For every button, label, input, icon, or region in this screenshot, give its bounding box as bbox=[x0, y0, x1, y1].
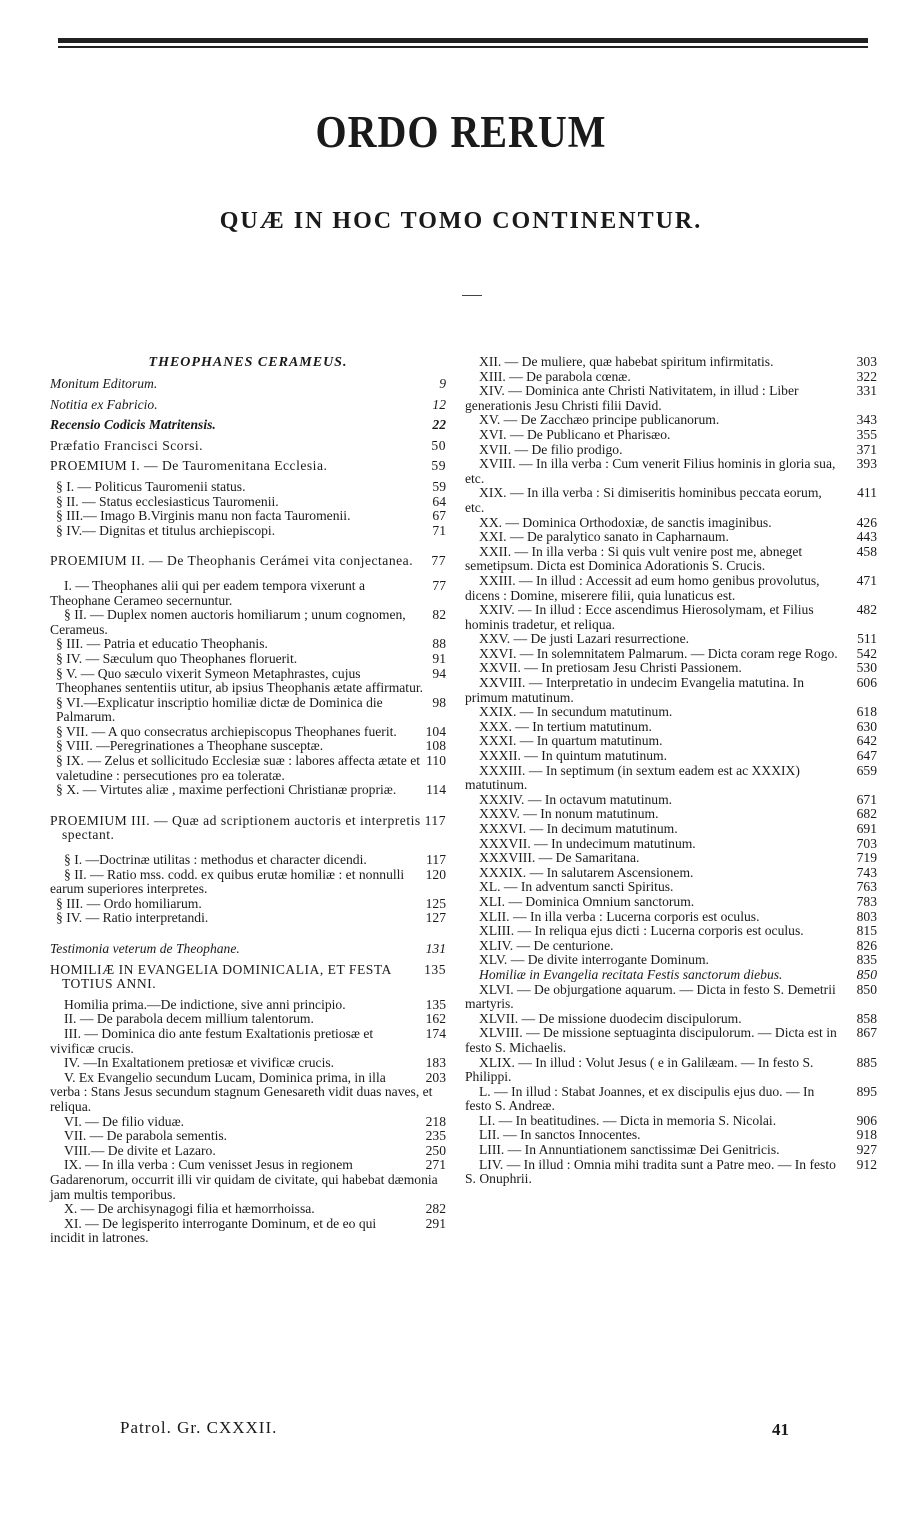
entry-page-number: 120 bbox=[425, 866, 446, 882]
right-entry bbox=[465, 720, 877, 735]
entry-text: XLVI. — De objurgatione aquarum. — Dicta in festo S. Demetrii martyris. bbox=[465, 981, 836, 1012]
right-entry bbox=[465, 1085, 877, 1114]
left-entry bbox=[50, 754, 446, 783]
right-entry bbox=[465, 895, 877, 910]
left-entry bbox=[50, 652, 446, 667]
left-entry bbox=[50, 608, 446, 637]
entry-text: IV. —In Exaltationem pretiosæ et vivificæ crucis. bbox=[64, 1055, 335, 1071]
entry-page-number: 108 bbox=[425, 738, 446, 754]
entry-page-number: 867 bbox=[856, 1025, 877, 1041]
entry-text: XLVII. — De missione duodecim discipulorum. bbox=[479, 1010, 742, 1026]
right-entry bbox=[465, 574, 877, 603]
header-rule-thin bbox=[58, 46, 868, 48]
right-entry bbox=[465, 516, 877, 531]
entry-text: XI. — De legisperito interrogante Dominum, et de eo qui incidit in latrones. bbox=[50, 1215, 377, 1246]
left-entry bbox=[50, 1158, 446, 1202]
right-entry bbox=[465, 837, 877, 852]
entry-page-number: 482 bbox=[856, 602, 877, 618]
entry-text: XIX. — In illa verba : Si dimiseritis hominibus peccata eorum, etc. bbox=[465, 485, 822, 515]
left-entry bbox=[50, 554, 446, 569]
entry-text: § II. — Status ecclesiasticus Tauromenii. bbox=[56, 493, 279, 509]
entry-text: XLIX. — In illud : Volut Jesus ( e in Galilæam. — In festo S. Philippi. bbox=[465, 1054, 814, 1085]
entry-text: § X. — Virtutes aliæ , maxime perfectioni Christianæ propriæ. bbox=[56, 782, 397, 798]
left-entry bbox=[50, 942, 446, 957]
right-entry bbox=[465, 1012, 877, 1027]
entry-text: XX. — Dominica Orthodoxiæ, de sanctis imaginibus. bbox=[479, 514, 772, 530]
entry-page-number: 218 bbox=[425, 1113, 446, 1129]
right-entry bbox=[465, 807, 877, 822]
entry-page-number: 659 bbox=[856, 762, 877, 778]
entry-page-number: 71 bbox=[432, 522, 446, 538]
entry-text: XIII. — De parabola cœnæ. bbox=[479, 368, 631, 384]
entry-text: XXXVIII. — De Samaritana. bbox=[479, 850, 640, 866]
entry-page-number: 9 bbox=[439, 376, 446, 391]
entry-page-number: 135 bbox=[424, 961, 446, 977]
entry-page-number: 59 bbox=[432, 478, 446, 494]
entry-page-number: 606 bbox=[856, 675, 877, 691]
left-entry bbox=[50, 637, 446, 652]
entry-page-number: 719 bbox=[856, 850, 877, 866]
left-entry bbox=[50, 1202, 446, 1217]
entry-page-number: 98 bbox=[432, 694, 446, 710]
left-entry bbox=[50, 579, 446, 608]
entry-text: Homiliæ in Evangelia recitata Festis sanctorum diebus. bbox=[479, 966, 783, 982]
entry-text: XII. — De muliere, quæ habebat spiritum infirmitatis. bbox=[479, 354, 774, 369]
right-entry bbox=[465, 793, 877, 808]
right-entry bbox=[465, 661, 877, 676]
entry-text: Monitum Editorum. bbox=[50, 376, 158, 391]
entry-page-number: 125 bbox=[425, 895, 446, 911]
entry-text: XXXIX. — In salutarem Ascensionem. bbox=[479, 864, 694, 880]
left-entry bbox=[50, 1012, 446, 1027]
entry-text: § II. — Duplex nomen auctoris homiliarum ; unum cognomen, Cerameus. bbox=[50, 607, 406, 637]
right-entry bbox=[465, 880, 877, 895]
entry-text: XXXVII. — In undecimum matutinum. bbox=[479, 835, 696, 851]
left-entry bbox=[50, 783, 446, 798]
entry-page-number: 355 bbox=[856, 426, 877, 442]
entry-text: XL. — In adventum sancti Spiritus. bbox=[479, 879, 674, 895]
left-entry-list bbox=[50, 377, 446, 1246]
right-entry bbox=[465, 866, 877, 881]
entry-page-number: 426 bbox=[856, 514, 877, 530]
right-entry bbox=[465, 370, 877, 385]
entry-page-number: 835 bbox=[856, 952, 877, 968]
left-entry bbox=[50, 459, 446, 474]
entry-text: § II. — Ratio mss. codd. ex quibus erutæ homiliæ : et nonnulli earum superiores interpretes. bbox=[50, 866, 405, 897]
entry-text: § V. — Quo sæculo vixerit Symeon Metaphrastes, cujus Theophanes sententiis utitur, ab ipsius Theophanis ætate affirmatur. bbox=[56, 665, 424, 696]
left-entry bbox=[50, 1027, 446, 1056]
entry-page-number: 183 bbox=[425, 1055, 446, 1071]
entry-page-number: 682 bbox=[856, 806, 877, 822]
entry-text: XLI. — Dominica Omnium sanctorum. bbox=[479, 893, 695, 909]
entry-text: XXXIV. — In octavum matutinum. bbox=[479, 791, 673, 807]
entry-page-number: 114 bbox=[426, 782, 446, 798]
entry-text: XXXVI. — In decimum matutinum. bbox=[479, 821, 678, 836]
entry-page-number: 906 bbox=[856, 1112, 877, 1128]
right-entry bbox=[465, 355, 877, 370]
right-entry bbox=[465, 384, 877, 413]
entry-page-number: 64 bbox=[432, 493, 446, 509]
entry-page-number: 250 bbox=[425, 1142, 446, 1158]
entry-text: XXXV. — In nonum matutinum. bbox=[479, 806, 659, 822]
left-entry bbox=[50, 696, 446, 725]
entry-page-number: 110 bbox=[426, 753, 446, 769]
left-entry bbox=[50, 1129, 446, 1144]
entry-page-number: 647 bbox=[856, 748, 877, 764]
entry-text: HOMILIÆ IN EVANGELIA DOMINICALIA, ET FESTA TOTIUS ANNI. bbox=[50, 961, 392, 992]
right-entry bbox=[465, 1158, 877, 1187]
footer-volume: Patrol. Gr. CXXXII. bbox=[120, 1418, 278, 1437]
entry-page-number: 471 bbox=[856, 572, 877, 588]
entry-page-number: 131 bbox=[425, 941, 446, 956]
entry-text: XXX. — In tertium matutinum. bbox=[479, 718, 652, 734]
left-entry bbox=[50, 509, 446, 524]
entry-page-number: 117 bbox=[424, 812, 446, 828]
left-entry bbox=[50, 439, 446, 454]
entry-text: XIV. — Dominica ante Christi Nativitatem, in illud : Liber generationis Jesu Christi filii David. bbox=[465, 383, 799, 413]
left-entry bbox=[50, 725, 446, 740]
right-entry bbox=[465, 530, 877, 545]
entry-text: Notitia ex Fabricio. bbox=[50, 396, 158, 412]
right-entry bbox=[465, 486, 877, 515]
left-entry bbox=[50, 524, 446, 539]
entry-text: § IV.— Dignitas et titulus archiepiscopi. bbox=[56, 522, 276, 538]
entry-page-number: 895 bbox=[856, 1083, 877, 1099]
entry-text: § IV. — Ratio interpretandi. bbox=[56, 910, 209, 926]
right-entry bbox=[465, 457, 877, 486]
entry-page-number: 331 bbox=[856, 383, 877, 399]
entry-page-number: 618 bbox=[856, 704, 877, 720]
left-entry bbox=[50, 1115, 446, 1130]
entry-text: XXVII. — In pretiosam Jesu Christi Passionem. bbox=[479, 660, 742, 676]
entry-text: § III.— Imago B.Virginis manu non facta Tauromenii. bbox=[56, 508, 351, 524]
right-entry bbox=[465, 953, 877, 968]
entry-text: LII. — In sanctos Innocentes. bbox=[479, 1127, 641, 1143]
right-entry bbox=[465, 647, 877, 662]
entry-text: XXXIII. — In septimum (in sextum eadem est ac XXXIX) matutinum. bbox=[465, 762, 800, 793]
left-entry bbox=[50, 398, 446, 413]
entry-text: PROEMIUM I. — De Tauromenitana Ecclesia. bbox=[50, 458, 328, 474]
entry-page-number: 912 bbox=[856, 1156, 877, 1172]
entry-page-number: 703 bbox=[856, 835, 877, 851]
entry-text: Testimonia veterum de Theophane. bbox=[50, 941, 240, 956]
entry-text: § I. — Politicus Tauromenii status. bbox=[56, 478, 246, 494]
entry-page-number: 271 bbox=[425, 1157, 446, 1173]
entry-text: XLII. — In illa verba : Lucerna corporis est oculus. bbox=[479, 908, 760, 924]
entry-page-number: 850 bbox=[856, 966, 877, 982]
entry-text: VII. — De parabola sementis. bbox=[64, 1128, 228, 1144]
entry-text: PROEMIUM III. — Quæ ad scriptionem auctoris et interpretis spectant. bbox=[50, 812, 421, 843]
entry-text: XLIV. — De centurione. bbox=[479, 937, 614, 953]
entry-page-number: 630 bbox=[856, 718, 877, 734]
right-entry bbox=[465, 924, 877, 939]
entry-page-number: 104 bbox=[425, 723, 446, 739]
entry-text: X. — De archisynagogi filia et hæmorrhoissa. bbox=[64, 1201, 315, 1217]
entry-page-number: 927 bbox=[856, 1142, 877, 1158]
entry-text: Homilia prima.—De indictione, sive anni principio. bbox=[64, 996, 346, 1012]
entry-page-number: 91 bbox=[432, 650, 446, 666]
entry-page-number: 443 bbox=[856, 529, 877, 545]
page-title: ORDO RERUM bbox=[315, 105, 607, 158]
entry-text: XVII. — De filio prodigo. bbox=[479, 441, 623, 457]
left-entry bbox=[50, 814, 446, 843]
right-entry bbox=[465, 983, 877, 1012]
entry-page-number: 77 bbox=[431, 553, 446, 569]
entry-text: XXII. — In illa verba : Si quis vult venire post me, abneget semetipsum. Dicta est Dominica Adorationis S. Crucis. bbox=[465, 543, 803, 574]
left-entry bbox=[50, 1056, 446, 1071]
entry-text: XXIV. — In illud : Ecce ascendimus Hierosolymam, et Filius hominis tradetur, et reliqua. bbox=[465, 602, 814, 632]
entry-page-number: 763 bbox=[856, 879, 877, 895]
entry-text: XLIII. — In reliqua ejus dicti : Lucerna corporis est oculus. bbox=[479, 923, 804, 939]
entry-page-number: 815 bbox=[856, 923, 877, 939]
right-entry bbox=[465, 705, 877, 720]
entry-page-number: 127 bbox=[425, 910, 446, 926]
entry-text: LIII. — In Annuntiationem sanctissimæ Dei Genitricis. bbox=[479, 1142, 780, 1158]
left-entry bbox=[50, 667, 446, 696]
entry-text: I. — Theophanes alii qui per eadem tempora vixerunt a Theophane Cerameo secernuntur. bbox=[50, 577, 365, 608]
entry-text: XLV. — De divite interrogante Dominum. bbox=[479, 952, 709, 968]
right-entry-list bbox=[465, 355, 877, 1187]
left-entry bbox=[50, 377, 446, 392]
left-entry bbox=[50, 853, 446, 868]
entry-page-number: 22 bbox=[432, 417, 446, 433]
right-entry bbox=[465, 545, 877, 574]
entry-page-number: 343 bbox=[856, 412, 877, 428]
entry-page-number: 12 bbox=[432, 396, 446, 412]
right-entry bbox=[465, 910, 877, 925]
entry-page-number: 826 bbox=[856, 937, 877, 953]
separator-dash bbox=[462, 295, 482, 296]
left-entry bbox=[50, 1071, 446, 1115]
entry-page-number: 858 bbox=[856, 1010, 877, 1026]
entry-text: § I. —Doctrinæ utilitas : methodus et character dicendi. bbox=[64, 852, 367, 868]
entry-page-number: 850 bbox=[856, 981, 877, 997]
entry-page-number: 235 bbox=[425, 1128, 446, 1144]
entry-page-number: 135 bbox=[425, 996, 446, 1012]
right-entry bbox=[465, 413, 877, 428]
left-entry bbox=[50, 1144, 446, 1159]
left-entry bbox=[50, 1217, 446, 1246]
entry-page-number: 783 bbox=[856, 893, 877, 909]
right-entry bbox=[465, 822, 877, 837]
right-entry bbox=[465, 1114, 877, 1129]
entry-text: XXXI. — In quartum matutinum. bbox=[479, 733, 663, 749]
entry-page-number: 67 bbox=[432, 508, 446, 524]
entry-text: IX. — In illa verba : Cum venisset Jesus in regionem Gadarenorum, occurrit illi vir quidam de civitate, qui habebat dæmonia jam multis temporibus. bbox=[50, 1157, 438, 1202]
entry-text: L. — In illud : Stabat Joannes, et ex discipulis ejus duo. — In festo S. Andreæ. bbox=[465, 1083, 815, 1114]
entry-page-number: 411 bbox=[857, 485, 877, 501]
right-entry bbox=[465, 603, 877, 632]
entry-page-number: 743 bbox=[856, 864, 877, 880]
entry-page-number: 88 bbox=[432, 636, 446, 652]
entry-text: § IV. — Sæculum quo Theophanes floruerit. bbox=[56, 650, 298, 666]
left-entry bbox=[50, 963, 446, 992]
entry-text: XXI. — De paralytico sanato in Capharnaum. bbox=[479, 529, 729, 545]
left-entry bbox=[50, 868, 446, 897]
entry-page-number: 458 bbox=[856, 543, 877, 559]
entry-text: XV. — De Zacchæo principe publicanorum. bbox=[479, 412, 720, 428]
entry-text: VIII.— De divite et Lazaro. bbox=[64, 1142, 216, 1158]
entry-page-number: 671 bbox=[856, 791, 877, 807]
entry-text: § III. — Ordo homiliarum. bbox=[56, 895, 202, 911]
entry-page-number: 77 bbox=[432, 577, 446, 593]
entry-page-number: 117 bbox=[426, 852, 446, 868]
left-entry bbox=[50, 418, 446, 433]
right-entry bbox=[465, 1056, 877, 1085]
right-entry bbox=[465, 939, 877, 954]
entry-page-number: 542 bbox=[856, 645, 877, 661]
entry-page-number: 94 bbox=[432, 665, 446, 681]
entry-page-number: 530 bbox=[856, 660, 877, 676]
entry-text: XXIII. — In illud : Accessit ad eum homo genibus provolutus, dicens : Domine, miserere filii, quia lunaticus est. bbox=[465, 572, 820, 603]
right-entry bbox=[465, 1143, 877, 1158]
entry-page-number: 162 bbox=[425, 1011, 446, 1027]
entry-text: V. Ex Evangelio secundum Lucam, Dominica prima, in illa verba : Stans Jesus secundum stagnum Genesareth vidit duas naves, et reliqua. bbox=[50, 1069, 433, 1114]
entry-text: XXVIII. — Interpretatio in undecim Evangelia matutina. In primum matutinum. bbox=[465, 675, 805, 705]
left-column bbox=[50, 355, 446, 1246]
left-entry bbox=[50, 998, 446, 1013]
entry-page-number: 511 bbox=[857, 631, 877, 647]
right-entry bbox=[465, 428, 877, 443]
page-subtitle: QUÆ IN HOC TOMO CONTINENTUR. bbox=[219, 208, 703, 234]
right-entry bbox=[465, 1026, 877, 1055]
entry-text: § III. — Patria et educatio Theophanis. bbox=[56, 636, 268, 652]
entry-text: PROEMIUM II. — De Theophanis Cerámei vita conjectanea. bbox=[50, 553, 414, 569]
right-column bbox=[465, 355, 877, 1187]
entry-page-number: 642 bbox=[856, 733, 877, 749]
entry-text: XXVI. — In solemnitatem Palmarum. — Dicta coram rege Rogo. bbox=[479, 645, 838, 661]
entry-text: XVI. — De Publicano et Pharisæo. bbox=[479, 426, 671, 442]
entry-page-number: 50 bbox=[431, 437, 446, 453]
entry-page-number: 174 bbox=[425, 1025, 446, 1041]
section-heading: THEOPHANES CERAMEUS. bbox=[148, 355, 348, 370]
entry-text: LIV. — In illud : Omnia mihi tradita sunt a Patre meo. — In festo S. Onuphrii. bbox=[465, 1156, 836, 1187]
right-entry bbox=[465, 734, 877, 749]
entry-text: § VII. — A quo consecratus archiepiscopus Theophanes fuerit. bbox=[56, 723, 397, 739]
entry-page-number: 322 bbox=[856, 368, 877, 384]
right-entry bbox=[465, 1128, 877, 1143]
entry-page-number: 303 bbox=[856, 354, 877, 369]
right-entry bbox=[465, 968, 877, 983]
right-entry bbox=[465, 764, 877, 793]
entry-page-number: 59 bbox=[431, 458, 446, 474]
entry-text: § VIII. —Peregrinationes a Theophane susceptæ. bbox=[56, 738, 324, 754]
entry-page-number: 82 bbox=[432, 607, 446, 623]
right-entry bbox=[465, 676, 877, 705]
entry-page-number: 393 bbox=[856, 456, 877, 472]
entry-text: XXV. — De justi Lazari resurrectione. bbox=[479, 631, 690, 647]
entry-page-number: 803 bbox=[856, 908, 877, 924]
entry-page-number: 282 bbox=[425, 1201, 446, 1217]
left-entry bbox=[50, 739, 446, 754]
right-entry bbox=[465, 443, 877, 458]
entry-text: § IX. — Zelus et sollicitudo Ecclesiæ suæ : labores affecta ætate et valetudine : persecutiones pro ea toleratæ. bbox=[56, 753, 421, 783]
entry-text: XXXII. — In quintum matutinum. bbox=[479, 748, 668, 764]
entry-text: XXIX. — In secundum matutinum. bbox=[479, 704, 673, 720]
entry-page-number: 291 bbox=[425, 1215, 446, 1231]
entry-text: III. — Dominica dio ante festum Exaltationis pretiosæ et vivificæ crucis. bbox=[50, 1025, 374, 1056]
entry-text: LI. — In beatitudines. — Dicta in memoria S. Nicolai. bbox=[479, 1112, 777, 1128]
left-entry bbox=[50, 897, 446, 912]
left-entry bbox=[50, 495, 446, 510]
entry-text: XLVIII. — De missione septuaginta discipulorum. — Dicta est in festo S. Michaelis. bbox=[465, 1025, 837, 1055]
entry-page-number: 918 bbox=[856, 1127, 877, 1143]
right-entry bbox=[465, 749, 877, 764]
right-entry bbox=[465, 851, 877, 866]
entry-page-number: 371 bbox=[856, 441, 877, 457]
entry-text: § VI.—Explicatur inscriptio homiliæ dictæ de Dominica die Palmarum. bbox=[56, 694, 383, 725]
entry-text: XVIII. — In illa verba : Cum venerit Filius hominis in gloria sua, etc. bbox=[465, 456, 836, 486]
entry-text: II. — De parabola decem millium talentorum. bbox=[64, 1011, 314, 1027]
entry-text: VI. — De filio viduæ. bbox=[64, 1113, 185, 1129]
entry-page-number: 885 bbox=[856, 1054, 877, 1070]
header-rule-thick bbox=[58, 38, 868, 43]
entry-text: Recensio Codicis Matritensis. bbox=[50, 417, 216, 433]
footer-page-number: 41 bbox=[772, 1420, 789, 1439]
left-entry bbox=[50, 911, 446, 926]
entry-text: Præfatio Francisci Scorsi. bbox=[50, 437, 204, 453]
entry-page-number: 203 bbox=[425, 1069, 446, 1085]
left-entry bbox=[50, 480, 446, 495]
right-entry bbox=[465, 632, 877, 647]
entry-page-number: 691 bbox=[856, 821, 877, 836]
